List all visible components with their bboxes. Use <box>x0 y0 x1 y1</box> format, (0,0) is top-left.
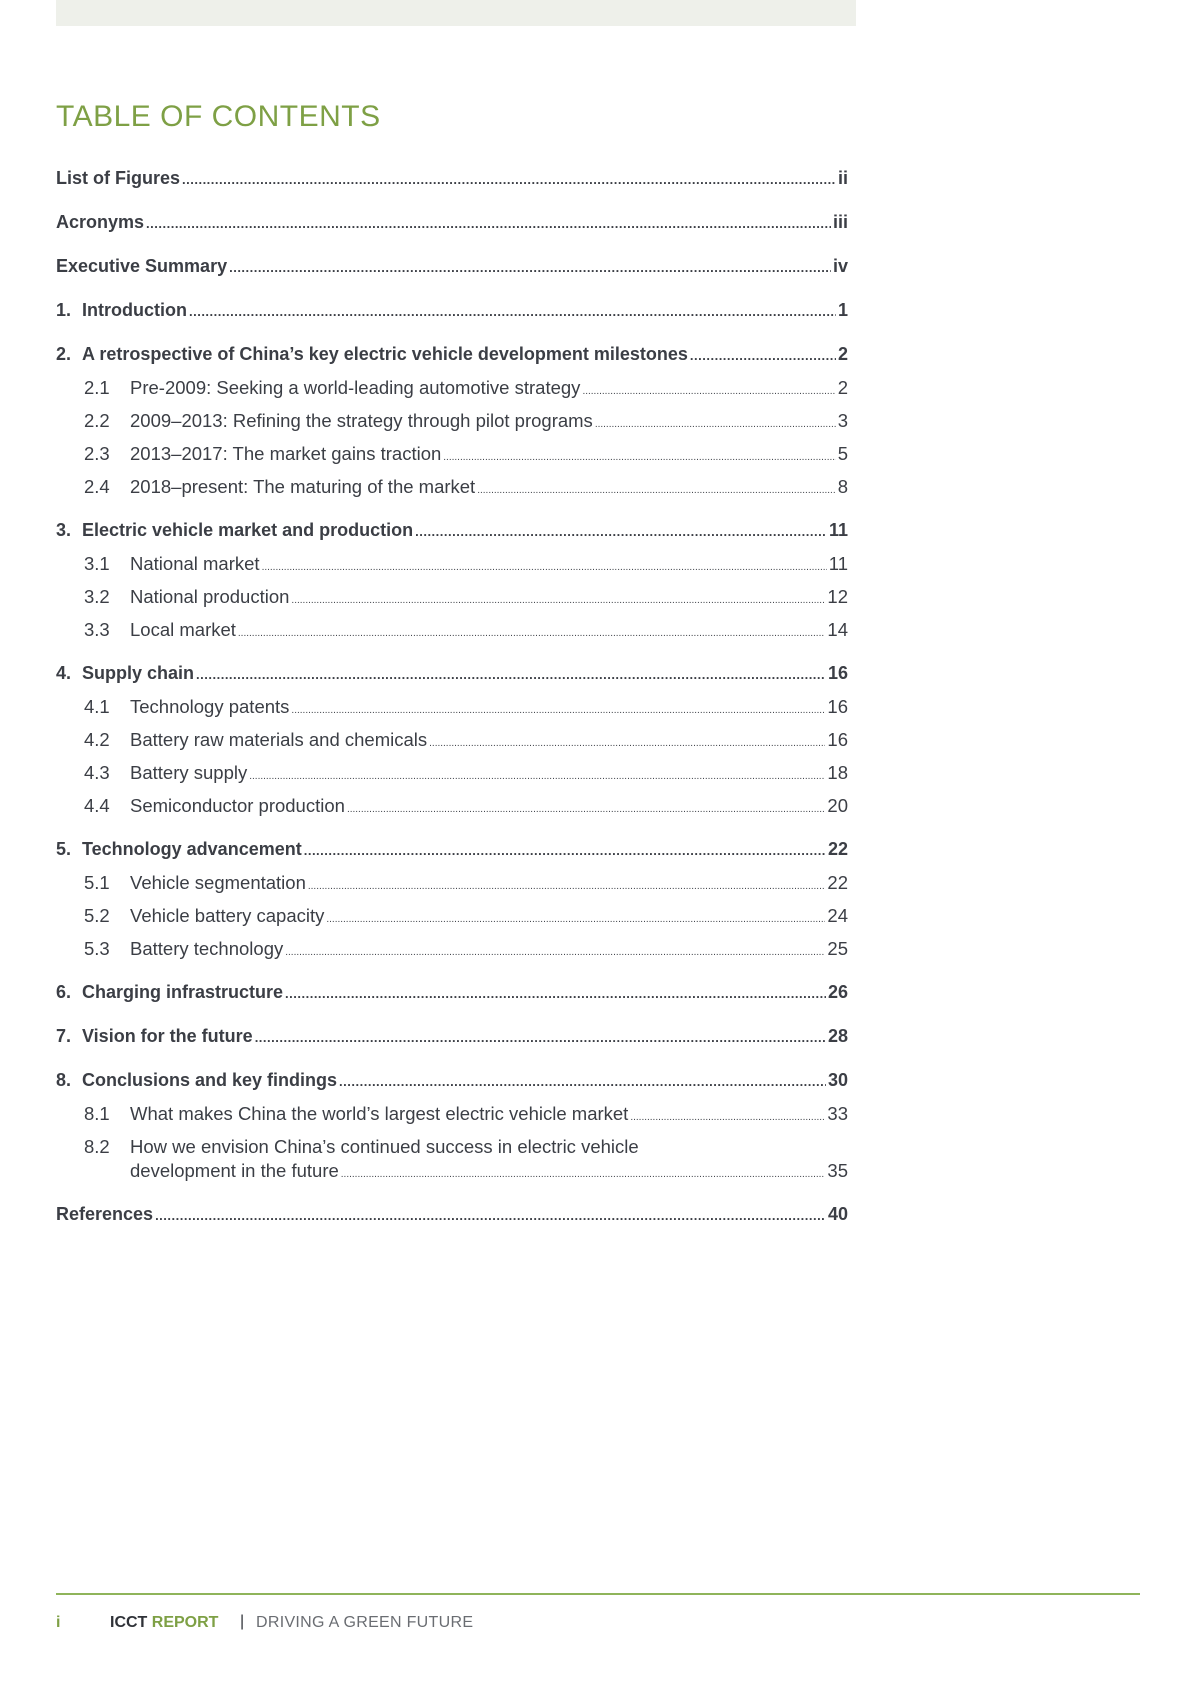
toc-entry-label: Battery supply <box>130 762 248 783</box>
toc-entry-number: 5.3 <box>84 938 110 959</box>
dot-leader <box>255 1030 826 1045</box>
toc-entry-page: 28 <box>827 1026 848 1046</box>
toc-entry-page: 22 <box>827 839 848 859</box>
toc-entry-number: 1. <box>56 300 72 320</box>
toc-entry-5[interactable] <box>56 839 848 865</box>
toc-entry-number: 2.4 <box>84 476 110 497</box>
toc-entry-3-1[interactable] <box>56 553 848 579</box>
toc-entry-page: 1 <box>837 300 848 320</box>
toc-entry-label: 2009–2013: Refining the strategy through pilot programs <box>130 410 593 431</box>
toc-entry-number: 2.2 <box>84 410 110 431</box>
toc-entry-7[interactable] <box>56 1026 848 1052</box>
toc-entry-8-1[interactable] <box>56 1103 848 1129</box>
toc-entry-label: Semiconductor production <box>130 795 345 816</box>
dot-leader <box>326 914 825 925</box>
toc-entry-number: 7. <box>56 1026 72 1046</box>
toc-entry-page: 16 <box>827 663 848 683</box>
toc-entry-page: 5 <box>837 443 848 464</box>
toc-entry-page: 8 <box>837 476 848 497</box>
toc-entry-acronyms[interactable] <box>56 212 848 238</box>
toc-entry-number: 4. <box>56 663 72 683</box>
footer-separator: | <box>240 1613 245 1630</box>
footer-divider <box>56 1593 1140 1595</box>
toc-entry-number: 2. <box>56 344 72 364</box>
toc-entry-number: 3.3 <box>84 619 110 640</box>
toc-entry-label: National market <box>130 553 260 574</box>
toc-entry-page: 11 <box>828 553 848 574</box>
toc-entry-2-2[interactable] <box>56 410 848 436</box>
toc-entry-label: Executive Summary <box>56 256 228 276</box>
toc-entry-number: 6. <box>56 982 72 1002</box>
toc-entry-number: 2.1 <box>84 377 110 398</box>
toc-entry-number: 3.1 <box>84 553 110 574</box>
toc-entry-label: Vehicle battery capacity <box>130 905 325 926</box>
dot-leader <box>196 667 826 682</box>
toc-entry-label: Supply chain <box>82 663 195 683</box>
toc-entry-number: 4.4 <box>84 795 110 816</box>
toc-entry-4-1[interactable] <box>56 696 848 722</box>
toc-entry-label: Conclusions and key findings <box>82 1070 338 1090</box>
dot-leader <box>429 738 825 749</box>
toc-entry-number: 5.1 <box>84 872 110 893</box>
toc-entry-label: Pre-2009: Seeking a world-leading automotive strategy <box>130 377 581 398</box>
toc-entry-number: 4.1 <box>84 696 110 717</box>
toc-entry-executive-summary[interactable] <box>56 256 848 282</box>
toc-entry-label: 2018–present: The maturing of the market <box>130 476 476 497</box>
toc-entry-label: Technology patents <box>130 696 290 717</box>
dot-leader <box>304 843 826 858</box>
toc-entry-label: Vehicle segmentation <box>130 872 306 893</box>
toc-entry-label-line2: development in the future <box>130 1160 339 1181</box>
toc-entry-number: 4.3 <box>84 762 110 783</box>
toc-entry-list-of-figures[interactable] <box>56 168 848 194</box>
dot-leader <box>443 452 835 463</box>
toc-entry-2[interactable] <box>56 344 848 370</box>
dot-leader <box>291 595 825 606</box>
toc-entry-number: 3.2 <box>84 586 110 607</box>
dot-leader <box>189 304 836 319</box>
toc-entry-references[interactable] <box>56 1204 848 1230</box>
toc-entry-number: 3. <box>56 520 72 540</box>
dot-leader <box>415 524 827 539</box>
toc-entry-5-1[interactable] <box>56 872 848 898</box>
toc-entry-label: How we envision China’s continued success in electric vehicle <box>130 1136 639 1157</box>
footer-page-number: i <box>56 1614 61 1631</box>
footer-document-title: DRIVING A GREEN FUTURE <box>256 1614 474 1631</box>
dot-leader <box>690 348 836 363</box>
toc-entry-page: 25 <box>827 938 848 959</box>
toc-entry-page: 22 <box>827 872 848 893</box>
page-title: TABLE OF CONTENTS <box>56 100 381 133</box>
toc-entry-number: 4.2 <box>84 729 110 750</box>
toc-entry-label: Electric vehicle market and production <box>82 520 414 540</box>
toc-entry-5-3[interactable] <box>56 938 848 964</box>
toc-entry-page: 2 <box>837 377 848 398</box>
dot-leader <box>582 386 835 397</box>
toc-entry-4-2[interactable] <box>56 729 848 755</box>
toc-entry-3-3[interactable] <box>56 619 848 645</box>
toc-entry-3[interactable] <box>56 520 848 546</box>
toc-entry-page: 18 <box>827 762 848 783</box>
toc-entry-4-4[interactable] <box>56 795 848 821</box>
footer-brand <box>110 1614 218 1632</box>
toc-entry-number: 5.2 <box>84 905 110 926</box>
dot-leader <box>285 947 825 958</box>
toc-entry-page: 20 <box>827 795 848 816</box>
dot-leader <box>249 771 825 782</box>
toc-entry-page: 40 <box>827 1204 848 1224</box>
toc-entry-label: A retrospective of China’s key electric vehicle development milestones <box>82 344 688 364</box>
toc-entry-number: 5. <box>56 839 72 859</box>
toc-entry-1[interactable] <box>56 300 848 326</box>
dot-leader <box>155 1208 826 1223</box>
toc-entry-8-2-continued[interactable] <box>56 1160 848 1186</box>
toc-entry-label: Vision for the future <box>82 1026 253 1046</box>
toc-entry-4[interactable] <box>56 663 848 689</box>
dot-leader <box>595 419 836 430</box>
toc-entry-page: 26 <box>827 982 848 1002</box>
toc-entry-page: 11 <box>828 520 848 540</box>
toc-entry-label: What makes China the world’s largest electric vehicle market <box>130 1103 629 1124</box>
toc-entry-label: List of Figures <box>56 168 181 188</box>
toc-entry-label: National production <box>130 586 290 607</box>
toc-entry-page: ii <box>837 168 848 188</box>
toc-entry-page: 35 <box>827 1160 848 1181</box>
dot-leader <box>341 1169 826 1180</box>
toc-entry-page: 2 <box>837 344 848 364</box>
toc-entry-number: 2.3 <box>84 443 110 464</box>
toc-entry-page: 16 <box>827 729 848 750</box>
toc-entry-4-3[interactable] <box>56 762 848 788</box>
toc-entry-3-2[interactable] <box>56 586 848 612</box>
toc-entry-label: References <box>56 1204 154 1224</box>
dot-leader <box>308 881 826 892</box>
toc-entry-label: Charging infrastructure <box>82 982 284 1002</box>
toc-entry-2-4[interactable] <box>56 476 848 502</box>
toc-entry-2-1[interactable] <box>56 377 848 403</box>
toc-entry-page: iv <box>832 256 848 276</box>
dot-leader <box>238 628 826 639</box>
dot-leader <box>339 1074 826 1089</box>
toc-entry-number: 8.1 <box>84 1103 110 1124</box>
toc-entry-8[interactable] <box>56 1070 848 1096</box>
toc-entry-label: Introduction <box>82 300 187 320</box>
dot-leader <box>291 705 825 716</box>
toc-entry-6[interactable] <box>56 982 848 1008</box>
toc-entry-page: 12 <box>827 586 848 607</box>
dot-leader <box>262 562 827 573</box>
dot-leader <box>182 172 836 187</box>
toc-entry-number: 8. <box>56 1070 72 1090</box>
dot-leader <box>630 1112 825 1123</box>
toc-entry-number: 8.2 <box>84 1136 110 1157</box>
toc-entry-page: iii <box>832 212 848 232</box>
toc-entry-page: 24 <box>827 905 848 926</box>
footer-brand-name: ICCT <box>110 1614 148 1631</box>
toc-entry-label: 2013–2017: The market gains traction <box>130 443 442 464</box>
toc-entry-page: 3 <box>837 410 848 431</box>
dot-leader <box>229 260 831 275</box>
toc-entry-8-2[interactable] <box>56 1136 848 1162</box>
toc-entry-page: 30 <box>827 1070 848 1090</box>
toc-entry-label: Technology advancement <box>82 839 302 859</box>
dot-leader <box>285 986 826 1001</box>
toc-entry-label: Local market <box>130 619 236 640</box>
toc-entry-label: Acronyms <box>56 212 145 232</box>
toc-entry-label: Battery raw materials and chemicals <box>130 729 428 750</box>
dot-leader <box>477 485 836 496</box>
toc-entry-page: 16 <box>827 696 848 717</box>
toc-entry-page: 14 <box>827 619 848 640</box>
toc-entry-5-2[interactable] <box>56 905 848 931</box>
toc-entry-page: 33 <box>827 1103 848 1124</box>
dot-leader <box>347 804 825 815</box>
footer-brand-accent: REPORT <box>151 1614 219 1631</box>
toc-entry-label: Battery technology <box>130 938 284 959</box>
top-header-band <box>56 0 856 26</box>
dot-leader <box>146 216 831 231</box>
toc-entry-2-3[interactable] <box>56 443 848 469</box>
